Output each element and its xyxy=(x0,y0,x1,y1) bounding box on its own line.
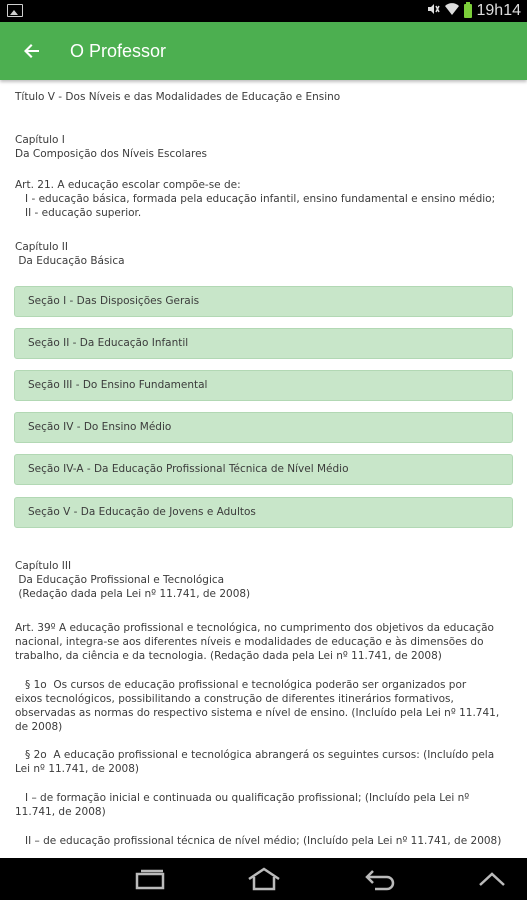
art21-line: I - educação básica, formada pela educação infantil, ensino fundamental e ensino médio; xyxy=(15,193,496,205)
paragraph-1-line: § 1o Os cursos de educação profissional e tecnológica poderão ser organizados por xyxy=(15,679,467,691)
navigation-bar xyxy=(0,858,527,900)
section-button[interactable] xyxy=(14,370,513,401)
section-label: Seção II - Da Educação Infantil xyxy=(28,337,189,349)
page-title: O Professor xyxy=(70,41,167,61)
law-text-content[interactable] xyxy=(0,80,527,858)
section-label: Seção III - Do Ensino Fundamental xyxy=(28,379,208,391)
inciso-ii-line: II – de educação profissional técnica de nível médio; (Incluído pela Lei nº 11.741, de 2008) xyxy=(15,835,502,847)
section-label: Seção IV - Do Ensino Médio xyxy=(28,421,172,433)
art39-line: Art. 39º A educação profissional e tecnológica, no cumprimento dos objetivos da educação xyxy=(15,622,494,634)
capitulo-ii-label: Capítulo II xyxy=(15,241,68,253)
paragraph-2-line: § 2o A educação profissional e tecnológica abrangerá os seguintes cursos: (Incluído pela xyxy=(15,749,495,761)
art39-line: trabalho, da ciência e da tecnologia. (Redação dada pela Lei nº 11.741, de 2008) xyxy=(15,650,442,662)
section-button[interactable] xyxy=(14,454,513,485)
section-button[interactable] xyxy=(14,412,513,443)
section-label: Seção I - Das Disposições Gerais xyxy=(28,295,200,307)
mute-icon xyxy=(426,2,440,20)
section-button[interactable] xyxy=(14,497,513,528)
section-label: Seção V - Da Educação de Jovens e Adultos xyxy=(28,506,256,518)
inciso-i-line: 11.741, de 2008) xyxy=(15,806,106,818)
capitulo-iii-note: (Redação dada pela Lei nº 11.741, de 2008) xyxy=(15,588,251,600)
section-button[interactable] xyxy=(14,286,513,317)
image-notification-icon xyxy=(7,4,23,17)
home-icon[interactable] xyxy=(234,858,294,900)
capitulo-iii-label: Capítulo III xyxy=(15,560,72,572)
capitulo-ii-title: Da Educação Básica xyxy=(15,255,125,267)
status-bar xyxy=(0,0,527,22)
back-icon[interactable] xyxy=(350,858,410,900)
chevron-up-icon[interactable] xyxy=(462,858,522,900)
wifi-icon xyxy=(445,2,459,20)
recent-apps-icon[interactable] xyxy=(120,858,180,900)
paragraph-2-line: Lei nº 11.741, de 2008) xyxy=(15,763,140,775)
arrow-back-icon[interactable] xyxy=(22,36,46,66)
capitulo-i-title: Da Composição dos Níveis Escolares xyxy=(15,148,208,160)
battery-icon xyxy=(464,4,472,18)
section-button[interactable] xyxy=(14,328,513,359)
section-label: Seção IV-A - Da Educação Profissional Técnica de Nível Médio xyxy=(28,463,349,475)
paragraph-1-line: observadas as normas do respectivo sistema e nível de ensino. (Incluído pela Lei nº 11.741, xyxy=(15,707,500,719)
titulo-heading: Título V - Dos Níveis e das Modalidades de Educação e Ensino xyxy=(15,91,341,103)
inciso-i-line: I – de formação inicial e continuada ou qualificação profissional; (Incluído pela Lei nº xyxy=(15,792,470,804)
art39-line: nacional, integra-se aos diferentes níveis e modalidades de educação e às dimensões do xyxy=(15,636,484,648)
app-bar xyxy=(0,22,527,80)
art21-line: II - educação superior. xyxy=(15,207,142,219)
status-icons xyxy=(426,0,522,22)
capitulo-iii-title: Da Educação Profissional e Tecnológica xyxy=(15,574,225,586)
art21-line: Art. 21. A educação escolar compõe-se de: xyxy=(15,179,241,191)
paragraph-1-line: de 2008) xyxy=(15,721,63,733)
capitulo-i-label: Capítulo I xyxy=(15,134,65,146)
paragraph-1-line: eixos tecnológicos, possibilitando a construção de diferentes itinerários formativos, xyxy=(15,693,454,705)
clock: 19h14 xyxy=(476,2,521,19)
